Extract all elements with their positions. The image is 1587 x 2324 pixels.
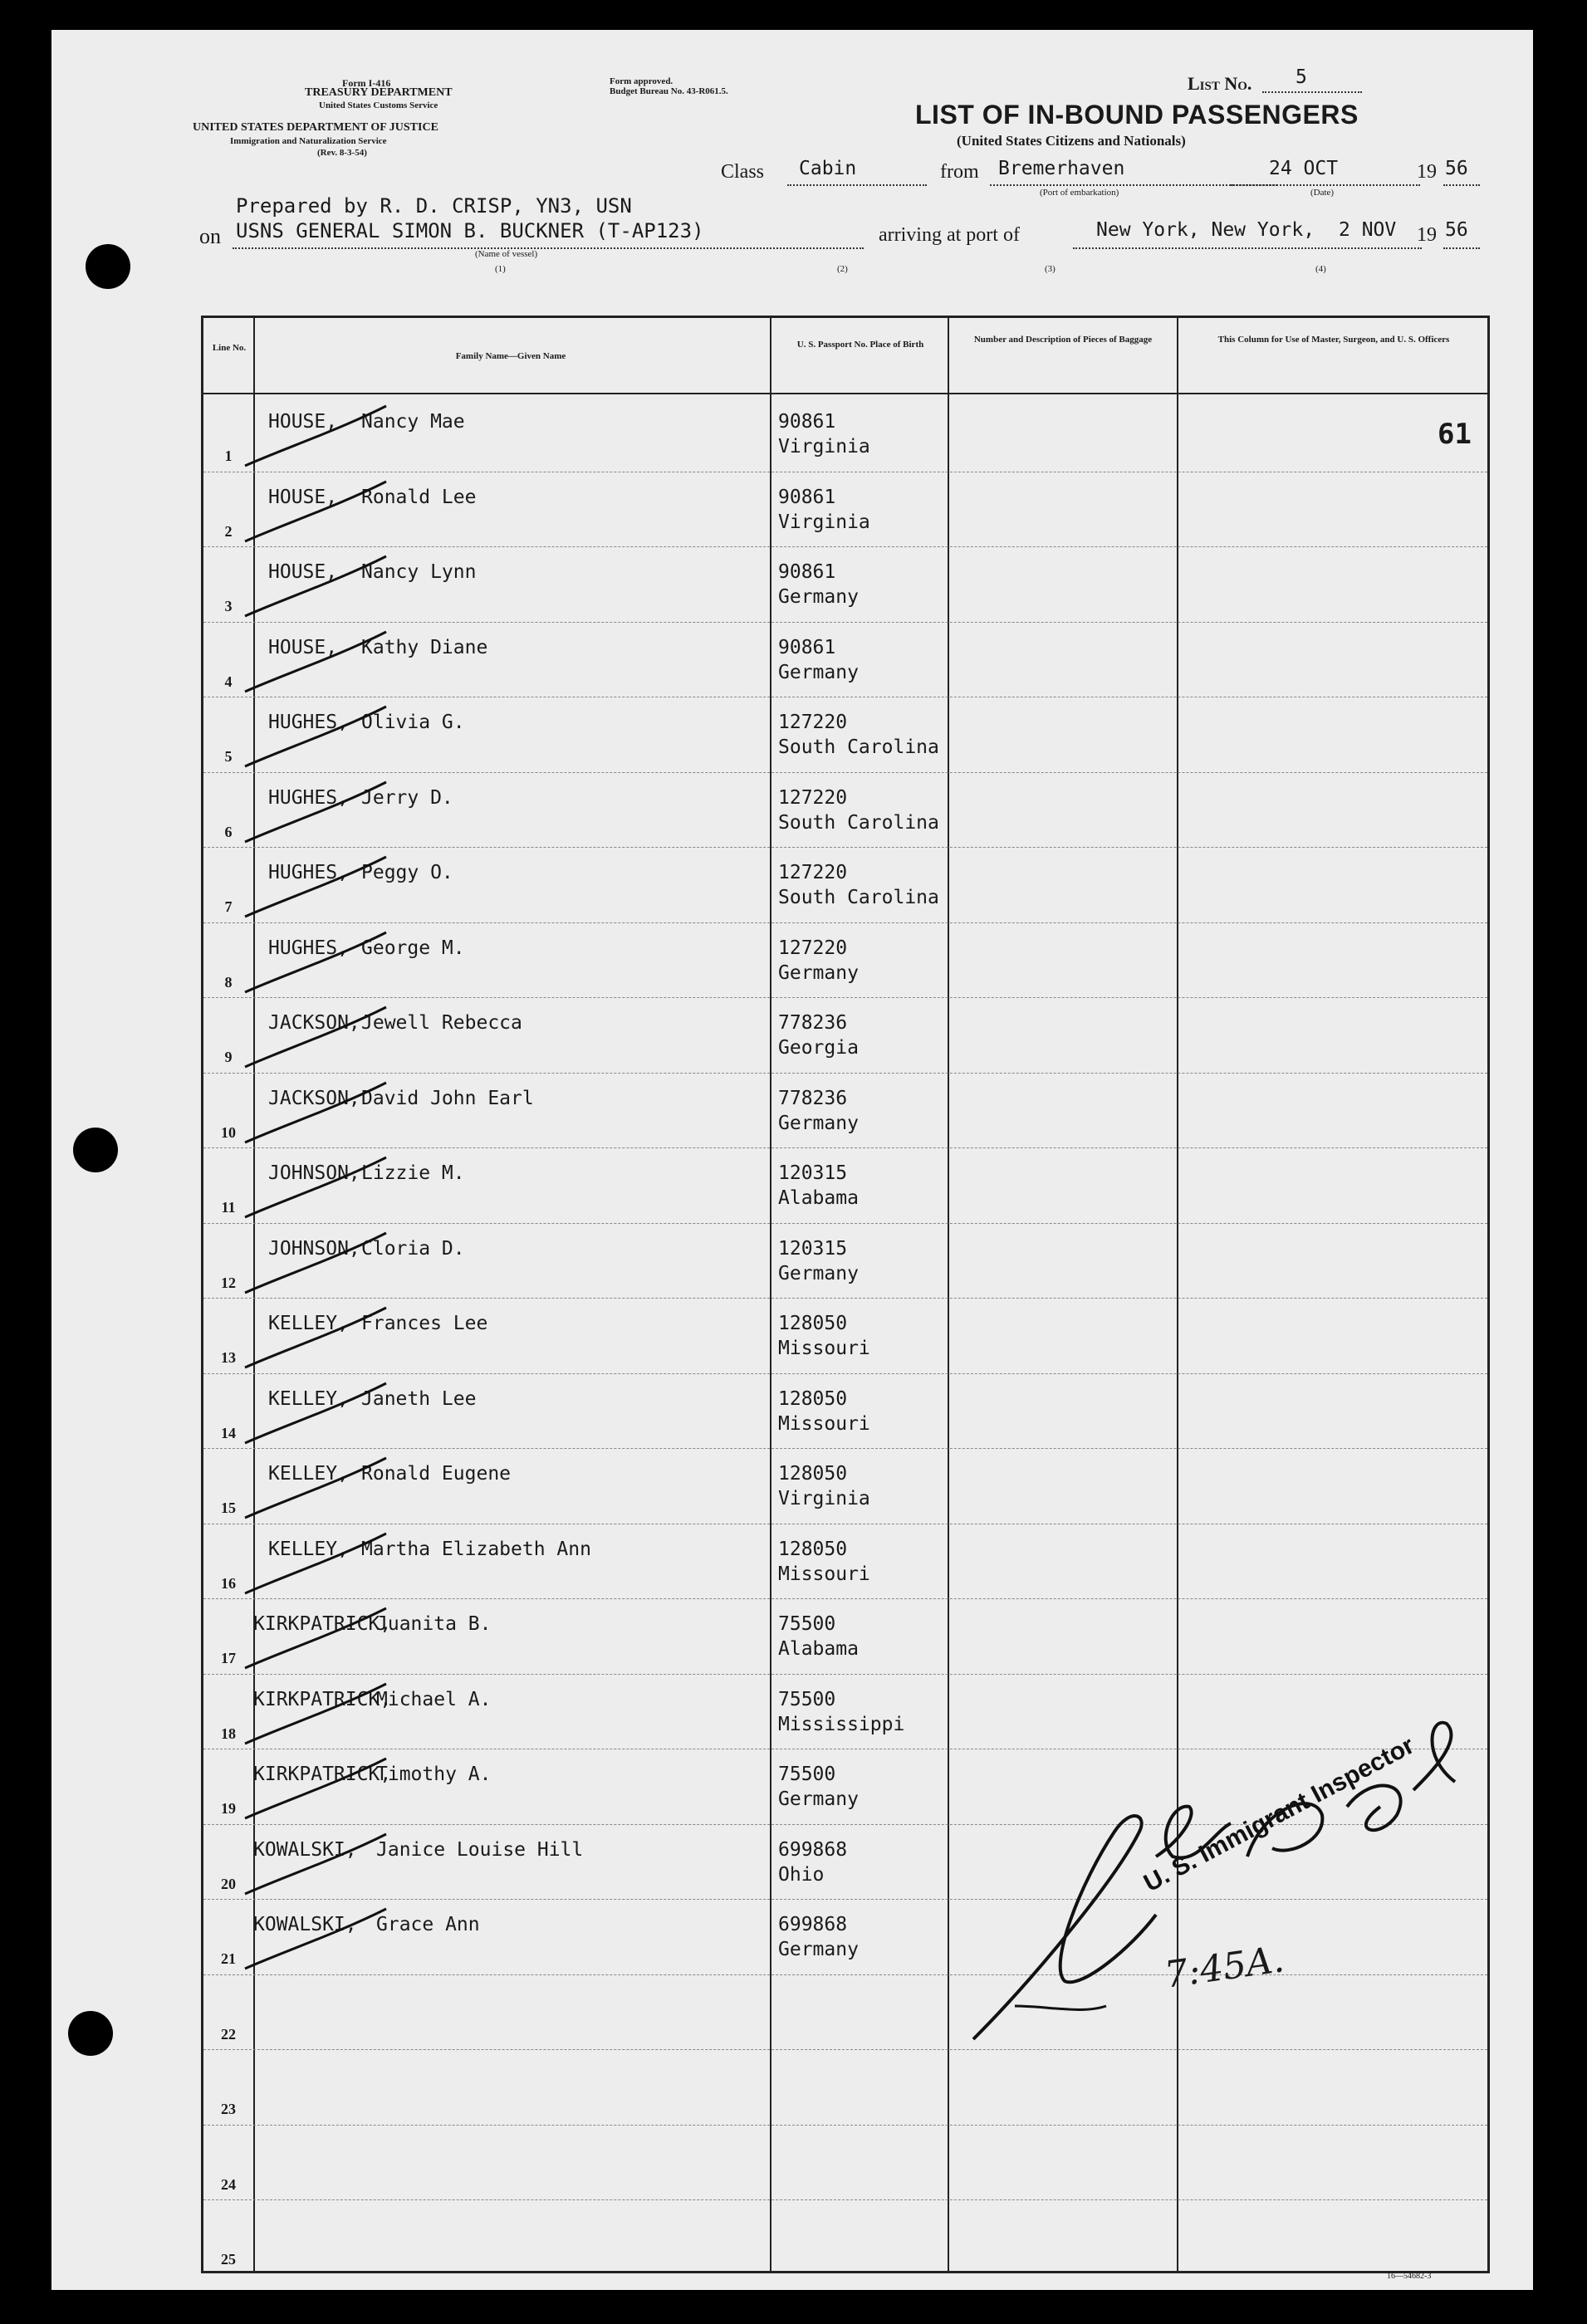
line-number: 23 xyxy=(221,2101,236,2117)
family-name: KIRKPATRICK, xyxy=(253,1688,392,1710)
header-baggage: Number and Description of Pieces of Baggage xyxy=(973,335,1153,345)
list-number: 5 xyxy=(1296,66,1307,88)
line-number: 9 xyxy=(224,1049,233,1065)
given-name: Ronald Eugene xyxy=(361,1463,512,1485)
line-number: 4 xyxy=(224,673,233,690)
port-caption: (Port of embarkation) xyxy=(1040,188,1119,198)
passport-number: 699868 xyxy=(778,1914,848,1935)
on-label: on xyxy=(199,224,221,248)
place-of-birth: Germany xyxy=(778,661,859,683)
place-of-birth: Germany xyxy=(778,1262,859,1284)
line-number: 16 xyxy=(221,1574,236,1592)
family-name: HOUSE, xyxy=(268,636,338,658)
header-officers: This Column for Use of Master, Surgeon, and U. S. Officers xyxy=(1217,335,1450,345)
punch-hole xyxy=(68,2011,113,2056)
line-number: 25 xyxy=(221,2251,236,2268)
column-ref-3: (3) xyxy=(1045,264,1056,274)
list-label: List No. xyxy=(1188,73,1252,94)
place-of-birth: Germany xyxy=(778,961,859,984)
line-number: 17 xyxy=(221,1650,236,1666)
given-name: Lizzie M. xyxy=(361,1162,465,1184)
passport-number: 128050 xyxy=(778,1538,848,1560)
punch-hole xyxy=(73,1128,118,1172)
given-name: Nancy Lynn xyxy=(361,561,477,583)
passport-number: 127220 xyxy=(778,862,848,883)
passport-number: 120315 xyxy=(778,1237,848,1260)
passport-number: 90861 xyxy=(778,486,836,508)
given-name: Cloria D. xyxy=(361,1237,465,1260)
officer-note: 61 xyxy=(1438,418,1472,451)
family-name: HUGHES, xyxy=(268,786,349,809)
place-of-birth: Georgia xyxy=(778,1037,859,1059)
given-name: Ronald Lee xyxy=(361,486,477,508)
arriving-label: arriving at port of xyxy=(879,224,1020,246)
line-number: 5 xyxy=(224,748,233,765)
form-number: Form I-416 xyxy=(342,77,391,89)
line-number: 22 xyxy=(221,2025,236,2043)
given-name: Grace Ann xyxy=(376,1914,480,1935)
class-value: Cabin xyxy=(799,158,857,179)
from-label: from xyxy=(940,161,979,183)
given-name: Jewell Rebecca xyxy=(361,1012,522,1034)
class-label: Class xyxy=(721,161,765,183)
vessel-name: USNS GENERAL SIMON B. BUCKNER (T-AP123) xyxy=(236,219,704,242)
line-number: 14 xyxy=(221,1424,236,1441)
given-name: Peggy O. xyxy=(361,862,453,883)
given-name: Jerry D. xyxy=(361,786,453,809)
embarkation-year: 56 xyxy=(1445,158,1468,179)
family-name: HUGHES, xyxy=(268,712,349,733)
line-number: 6 xyxy=(224,823,233,840)
passport-number: 120315 xyxy=(778,1162,848,1184)
line-number: 21 xyxy=(221,1950,236,1967)
passport-number: 778236 xyxy=(778,1087,848,1109)
punch-hole xyxy=(86,244,130,289)
family-name: JACKSON, xyxy=(268,1087,360,1109)
place-of-birth: South Carolina xyxy=(778,811,939,834)
passport-number: 128050 xyxy=(778,1463,848,1485)
line-number: 18 xyxy=(221,1725,236,1742)
line-number: 12 xyxy=(221,1274,236,1291)
prepared-by: Prepared by R. D. CRISP, YN3, USN xyxy=(236,194,632,218)
line-number: 8 xyxy=(224,973,233,991)
given-name: Frances Lee xyxy=(361,1313,488,1334)
given-name: Martha Elizabeth Ann xyxy=(361,1538,591,1560)
family-name: HUGHES, xyxy=(268,937,349,959)
inspector-title: U. S. Immigrant Inspector xyxy=(1139,1731,1419,1898)
date-caption: (Date) xyxy=(1310,188,1335,198)
family-name: HOUSE, xyxy=(268,486,338,508)
passport-number: 127220 xyxy=(778,712,848,733)
family-name: KIRKPATRICK, xyxy=(253,1613,392,1635)
family-name: HUGHES, xyxy=(268,862,349,883)
family-name: HOUSE, xyxy=(268,411,338,433)
place-of-birth: Germany xyxy=(778,586,859,608)
line-number: 7 xyxy=(224,898,233,915)
department-of-justice: UNITED STATES DEPARTMENT OF JUSTICE xyxy=(193,121,438,134)
arrival-year: 56 xyxy=(1445,219,1468,241)
place-of-birth: Germany xyxy=(778,1788,859,1810)
family-name: JOHNSON, xyxy=(268,1237,360,1260)
immigration-service: Immigration and Naturalization Service xyxy=(230,136,387,146)
arrival-port: New York, New York, xyxy=(1096,219,1315,241)
family-name: KELLEY, xyxy=(268,1538,349,1560)
place-of-birth: Ohio xyxy=(778,1863,825,1886)
given-name: Janeth Lee xyxy=(361,1387,477,1410)
treasury-department: TREASURY DEPARTMENT xyxy=(305,86,453,99)
passport-number: 90861 xyxy=(778,561,836,583)
place-of-birth: Mississippi xyxy=(778,1713,905,1735)
inspector-signature xyxy=(51,30,1533,2290)
passport-number: 75500 xyxy=(778,1764,836,1785)
family-name: KELLEY, xyxy=(268,1387,349,1410)
place-of-birth: Missouri xyxy=(778,1563,870,1585)
page-title: LIST OF IN-BOUND PASSENGERS xyxy=(915,100,1359,130)
family-name: KIRKPATRICK, xyxy=(253,1764,392,1785)
line-number: 2 xyxy=(224,522,233,540)
family-name: JACKSON, xyxy=(268,1012,360,1034)
line-number: 20 xyxy=(221,1875,236,1892)
place-of-birth: Virginia xyxy=(778,1488,870,1509)
form-revision: (Rev. 8-3-54) xyxy=(317,148,367,158)
embarkation-port: Bremerhaven xyxy=(998,158,1125,179)
passport-number: 128050 xyxy=(778,1313,848,1334)
column-ref-4: (4) xyxy=(1315,264,1326,274)
place-of-birth: Alabama xyxy=(778,1187,859,1209)
passport-number: 699868 xyxy=(778,1838,848,1861)
place-of-birth: South Carolina xyxy=(778,736,939,758)
place-of-birth: Alabama xyxy=(778,1638,859,1660)
given-name: Kathy Diane xyxy=(361,636,488,658)
line-number: 19 xyxy=(221,1800,236,1817)
family-name: KOWALSKI, xyxy=(253,1838,357,1861)
footer-code: 16—54682-3 xyxy=(1387,2272,1432,2281)
place-of-birth: Missouri xyxy=(778,1412,870,1435)
place-of-birth: Virginia xyxy=(778,511,870,533)
place-of-birth: Germany xyxy=(778,1112,859,1134)
arrival-date: 2 NOV xyxy=(1339,219,1397,241)
header-passport: U. S. Passport No. Place of Birth xyxy=(796,340,924,350)
family-name: JOHNSON, xyxy=(268,1162,360,1184)
year-prefix: 19 xyxy=(1417,161,1437,183)
passport-number: 128050 xyxy=(778,1387,848,1410)
place-of-birth: South Carolina xyxy=(778,887,939,908)
place-of-birth: Germany xyxy=(778,1939,859,1960)
place-of-birth: Missouri xyxy=(778,1338,870,1359)
passport-number: 90861 xyxy=(778,411,836,433)
given-name: Nancy Mae xyxy=(361,411,465,433)
header-family-name: Family Name—Given Name xyxy=(455,351,566,361)
given-name: George M. xyxy=(361,937,465,959)
family-name: HOUSE, xyxy=(268,561,338,583)
given-name: Juanita B. xyxy=(376,1613,492,1635)
given-name: Timothy A. xyxy=(376,1764,492,1785)
family-name: KOWALSKI, xyxy=(253,1914,357,1935)
line-number: 3 xyxy=(224,598,233,614)
passport-number: 778236 xyxy=(778,1012,848,1034)
passport-number: 127220 xyxy=(778,786,848,809)
passport-number: 75500 xyxy=(778,1613,836,1635)
line-number: 13 xyxy=(221,1349,236,1366)
document-page xyxy=(51,30,1533,2290)
vessel-caption: (Name of vessel) xyxy=(475,249,538,259)
customs-service: United States Customs Service xyxy=(319,100,438,110)
arrival-year-prefix: 19 xyxy=(1417,224,1437,246)
header-line-no: Line No. xyxy=(212,343,247,353)
line-number: 11 xyxy=(221,1199,236,1216)
given-name: Olivia G. xyxy=(361,712,465,733)
family-name: KELLEY, xyxy=(268,1463,349,1485)
passport-number: 90861 xyxy=(778,636,836,658)
given-name: Michael A. xyxy=(376,1688,492,1710)
embarkation-date: 24 OCT xyxy=(1269,158,1339,179)
given-name: Janice Louise Hill xyxy=(376,1838,584,1861)
page-subtitle: (United States Citizens and Nationals) xyxy=(957,133,1186,149)
line-number: 15 xyxy=(221,1500,236,1516)
column-ref-1: (1) xyxy=(495,264,506,274)
line-number: 1 xyxy=(224,448,233,464)
line-number: 10 xyxy=(221,1123,236,1141)
form-approved: Form approved. xyxy=(610,76,673,86)
budget-bureau: Budget Bureau No. 43-R061.5. xyxy=(610,86,728,96)
family-name: KELLEY, xyxy=(268,1313,349,1334)
passport-number: 127220 xyxy=(778,937,848,959)
line-number: 24 xyxy=(221,2175,236,2193)
column-ref-2: (2) xyxy=(837,264,848,274)
place-of-birth: Virginia xyxy=(778,436,870,457)
passport-number: 75500 xyxy=(778,1688,836,1710)
inspection-time: 7:45A. xyxy=(1162,1938,1287,1997)
given-name: David John Earl xyxy=(361,1087,534,1109)
